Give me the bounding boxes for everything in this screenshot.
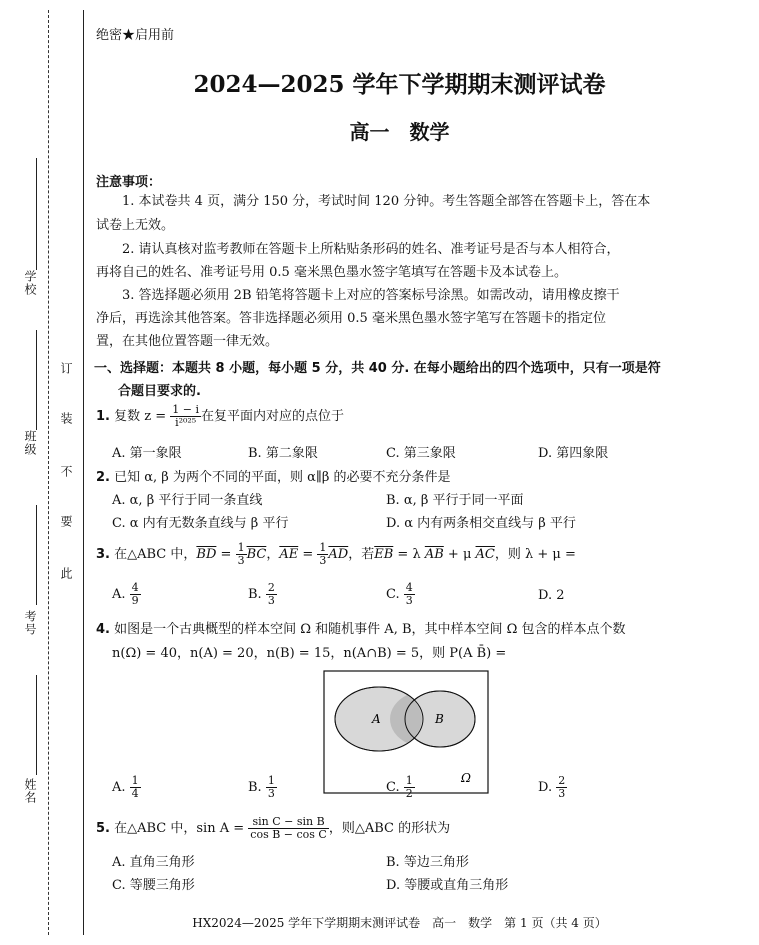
seal-char-bu: 不 xyxy=(59,465,73,478)
note-3b: 净后，再选涂其他答案。答非选择题必须用 0.5 毫米黑色墨水签字笔写在答题卡的指定位 xyxy=(96,311,606,326)
question-2-option-c[interactable]: C. α 内有无数条直线与 β 平行 xyxy=(112,516,289,531)
question-2-stem xyxy=(96,470,451,486)
question-3-stem xyxy=(96,540,576,570)
venn-label-b: B xyxy=(435,712,444,726)
question-1-stem xyxy=(96,404,344,429)
question-2-number: 2. xyxy=(96,470,110,485)
note-3a: 3. 答选择题必须用 2B 铅笔将答题卡上对应的答案标号涂黑。如需改动，请用橡皮擦干 xyxy=(122,288,620,303)
vector-bc: $\overline{BC}$ xyxy=(246,547,267,562)
question-3-option-b-denominator: 3 xyxy=(267,594,275,607)
question-5-fraction-numerator: sin C − sin B xyxy=(248,816,329,829)
question-5-fraction-denominator: cos B − cos C xyxy=(250,828,327,841)
question-1-number: 1. xyxy=(96,409,110,424)
secret-mark: 绝密★启用前 xyxy=(96,28,175,43)
question-4-option-d[interactable] xyxy=(538,773,567,803)
question-4-option-a-denominator: 4 xyxy=(131,787,139,800)
question-1-option-d[interactable]: D. 第四象限 xyxy=(538,446,609,461)
seal-char-zhuang: 装 xyxy=(59,412,73,425)
question-1-fraction-denominator: i²⁰²⁵ xyxy=(175,416,197,429)
question-3-option-b-letter: B. xyxy=(248,587,262,602)
question-4-option-c-denominator: 2 xyxy=(405,787,413,800)
question-4-option-b-letter: B. xyxy=(248,780,262,795)
exam-subtitle: 高一 数学 xyxy=(349,120,450,144)
question-5-post: ，则△ABC 的形状为 xyxy=(328,821,451,836)
question-4-option-d-numerator: 2 xyxy=(558,774,566,787)
seal-char-ding: 订 xyxy=(59,362,73,375)
exam-title: 2024—2025 学年下学期期末测评试卷 xyxy=(193,71,606,98)
question-4-option-b[interactable] xyxy=(248,773,277,803)
note-2a: 2. 请认真核对监考教师在答题卡上所粘贴条形码的姓名、准考证号是否与本人相符合， xyxy=(122,242,620,257)
question-4-option-a-fraction xyxy=(130,775,141,800)
question-3-p6: = λ xyxy=(397,547,421,562)
question-3-option-a-fraction xyxy=(130,582,141,607)
question-3-fraction-1-numerator: 1 xyxy=(237,541,245,554)
note-1b: 试卷上无效。 xyxy=(96,218,175,233)
question-3-number: 3. xyxy=(96,547,110,562)
name-label: 姓名 xyxy=(23,778,37,804)
school-field-line xyxy=(36,158,37,270)
question-2-option-d[interactable]: D. α 内有两条相交直线与 β 平行 xyxy=(386,516,576,531)
question-3-option-c[interactable] xyxy=(386,580,415,610)
question-1-option-c[interactable]: C. 第三象限 xyxy=(386,446,456,461)
question-5-option-d[interactable]: D. 等腰或直角三角形 xyxy=(386,878,509,893)
question-4-option-b-numerator: 1 xyxy=(267,774,275,787)
question-2-option-b[interactable]: B. α, β 平行于同一平面 xyxy=(386,493,524,508)
class-label: 班级 xyxy=(23,430,37,456)
question-1-fraction xyxy=(170,404,201,429)
question-4-line2: n(Ω) = 40，n(A) = 20，n(B) = 15，n(A∩B) = 5，则 P(A B̄) = xyxy=(112,646,507,661)
question-3-option-d[interactable]: D. 2 xyxy=(538,588,565,603)
question-4-option-a-letter: A. xyxy=(112,780,126,795)
question-5-fraction xyxy=(248,816,329,841)
question-3-fraction-1-denominator: 3 xyxy=(237,554,245,567)
question-4-option-d-letter: D. xyxy=(538,780,553,795)
question-5-option-c[interactable]: C. 等腰三角形 xyxy=(112,878,195,893)
question-4-option-c[interactable] xyxy=(386,773,415,803)
vector-bd: $\overline{BD}$ xyxy=(196,547,217,562)
note-2b: 再将自己的姓名、准考证号用 0.5 毫米黑色墨水签字笔填写在答题卡及本试卷上。 xyxy=(96,265,567,280)
venn-label-a: A xyxy=(372,712,381,726)
question-3-fraction-2-denominator: 3 xyxy=(319,554,327,567)
question-1-option-b[interactable]: B. 第二象限 xyxy=(248,446,318,461)
question-4-option-d-fraction xyxy=(556,775,567,800)
school-label: 学校 xyxy=(23,270,37,296)
question-3-option-b-fraction xyxy=(266,582,277,607)
question-1-pre: 复数 z = xyxy=(114,409,167,424)
question-4-option-c-numerator: 1 xyxy=(405,774,413,787)
question-1-fraction-numerator: 1 − i xyxy=(172,403,200,416)
page-footer: HX2024—2025 学年下学期期末测评试卷 高一 数学 第 1 页（共 4 页） xyxy=(192,916,607,930)
question-3-option-a[interactable] xyxy=(112,580,141,610)
venn-label-omega: Ω xyxy=(461,771,471,785)
vector-ae: $\overline{AE}$ xyxy=(279,547,299,562)
question-5-stem xyxy=(96,814,450,844)
question-3-option-b-numerator: 2 xyxy=(267,581,275,594)
section1-heading-line1: 一、选择题：本题共 8 小题，每小题 5 分，共 40 分. 在每小题给出的四个选项中，只有一项是符 xyxy=(94,361,661,376)
vector-ad: $\overline{AD}$ xyxy=(328,547,349,562)
question-3-p5: ，若 xyxy=(348,547,375,562)
question-3-option-c-numerator: 4 xyxy=(405,581,413,594)
question-4-option-b-denominator: 3 xyxy=(267,787,275,800)
binding-solid-line xyxy=(83,10,84,935)
question-2-text: 已知 α, β 为两个不同的平面，则 α∥β 的必要不充分条件是 xyxy=(114,470,451,485)
question-5-number: 5. xyxy=(96,821,110,836)
question-3-fraction-2-numerator: 1 xyxy=(319,541,327,554)
notes-heading: 注意事项： xyxy=(96,175,162,190)
class-field-line xyxy=(36,330,37,430)
vector-ac: $\overline{AC}$ xyxy=(475,547,495,562)
note-3c: 置，在其他位置答题一律无效。 xyxy=(96,334,279,349)
name-field-line xyxy=(36,675,37,775)
question-4-option-a[interactable] xyxy=(112,773,141,803)
question-3-option-c-fraction xyxy=(404,582,415,607)
question-3-option-c-denominator: 3 xyxy=(405,594,413,607)
question-1-post: 在复平面内对应的点位于 xyxy=(201,409,345,424)
question-3-p8: ，则 λ + μ = xyxy=(494,547,576,562)
vector-eb: $\overline{EB}$ xyxy=(374,547,394,562)
exam-no-label: 考号 xyxy=(23,610,37,636)
question-4-option-c-fraction xyxy=(404,775,415,800)
question-4-text-1: 如图是一个古典概型的样本空间 Ω 和随机事件 A, B，其中样本空间 Ω 包含的样本点个数 xyxy=(114,622,626,637)
question-4-number: 4. xyxy=(96,622,110,637)
seal-char-ci: 此 xyxy=(59,567,73,580)
question-3-option-c-letter: C. xyxy=(386,587,400,602)
question-3-option-b[interactable] xyxy=(248,580,277,610)
vector-ab: $\overline{AB}$ xyxy=(424,547,444,562)
question-3-p7: + μ xyxy=(447,547,472,562)
question-3-option-a-denominator: 9 xyxy=(131,594,139,607)
question-3-fraction-1 xyxy=(236,542,247,567)
note-1a: 1. 本试卷共 4 页，满分 150 分，考试时间 120 分钟。考生答题全部答在答题卡上，答在本 xyxy=(122,194,651,209)
seal-char-yao: 要 xyxy=(59,515,73,528)
question-3-p1: 在△ABC 中， xyxy=(114,547,197,562)
question-4-option-c-letter: C. xyxy=(386,780,400,795)
question-1-option-a[interactable]: A. 第一象限 xyxy=(112,446,182,461)
question-2-option-a[interactable]: A. α, β 平行于同一条直线 xyxy=(112,493,263,508)
question-4-line1 xyxy=(96,622,626,638)
question-5-pre: 在△ABC 中，sin A = xyxy=(114,821,245,836)
question-3-fraction-2 xyxy=(317,542,328,567)
question-5-option-b[interactable]: B. 等边三角形 xyxy=(386,855,469,870)
question-3-option-a-numerator: 4 xyxy=(131,581,139,594)
question-3-option-a-letter: A. xyxy=(112,587,126,602)
question-3-p2: = xyxy=(220,547,232,562)
section1-heading-line2: 合题目要求的. xyxy=(118,384,201,399)
question-4-option-a-numerator: 1 xyxy=(131,774,139,787)
question-4-option-d-denominator: 3 xyxy=(558,787,566,800)
question-3-p3: ， xyxy=(266,547,280,562)
question-4-option-b-fraction xyxy=(266,775,277,800)
question-3-p4: = xyxy=(302,547,314,562)
binding-dashed-line xyxy=(48,10,49,935)
question-5-option-a[interactable]: A. 直角三角形 xyxy=(112,855,195,870)
exam-no-field-line xyxy=(36,505,37,605)
